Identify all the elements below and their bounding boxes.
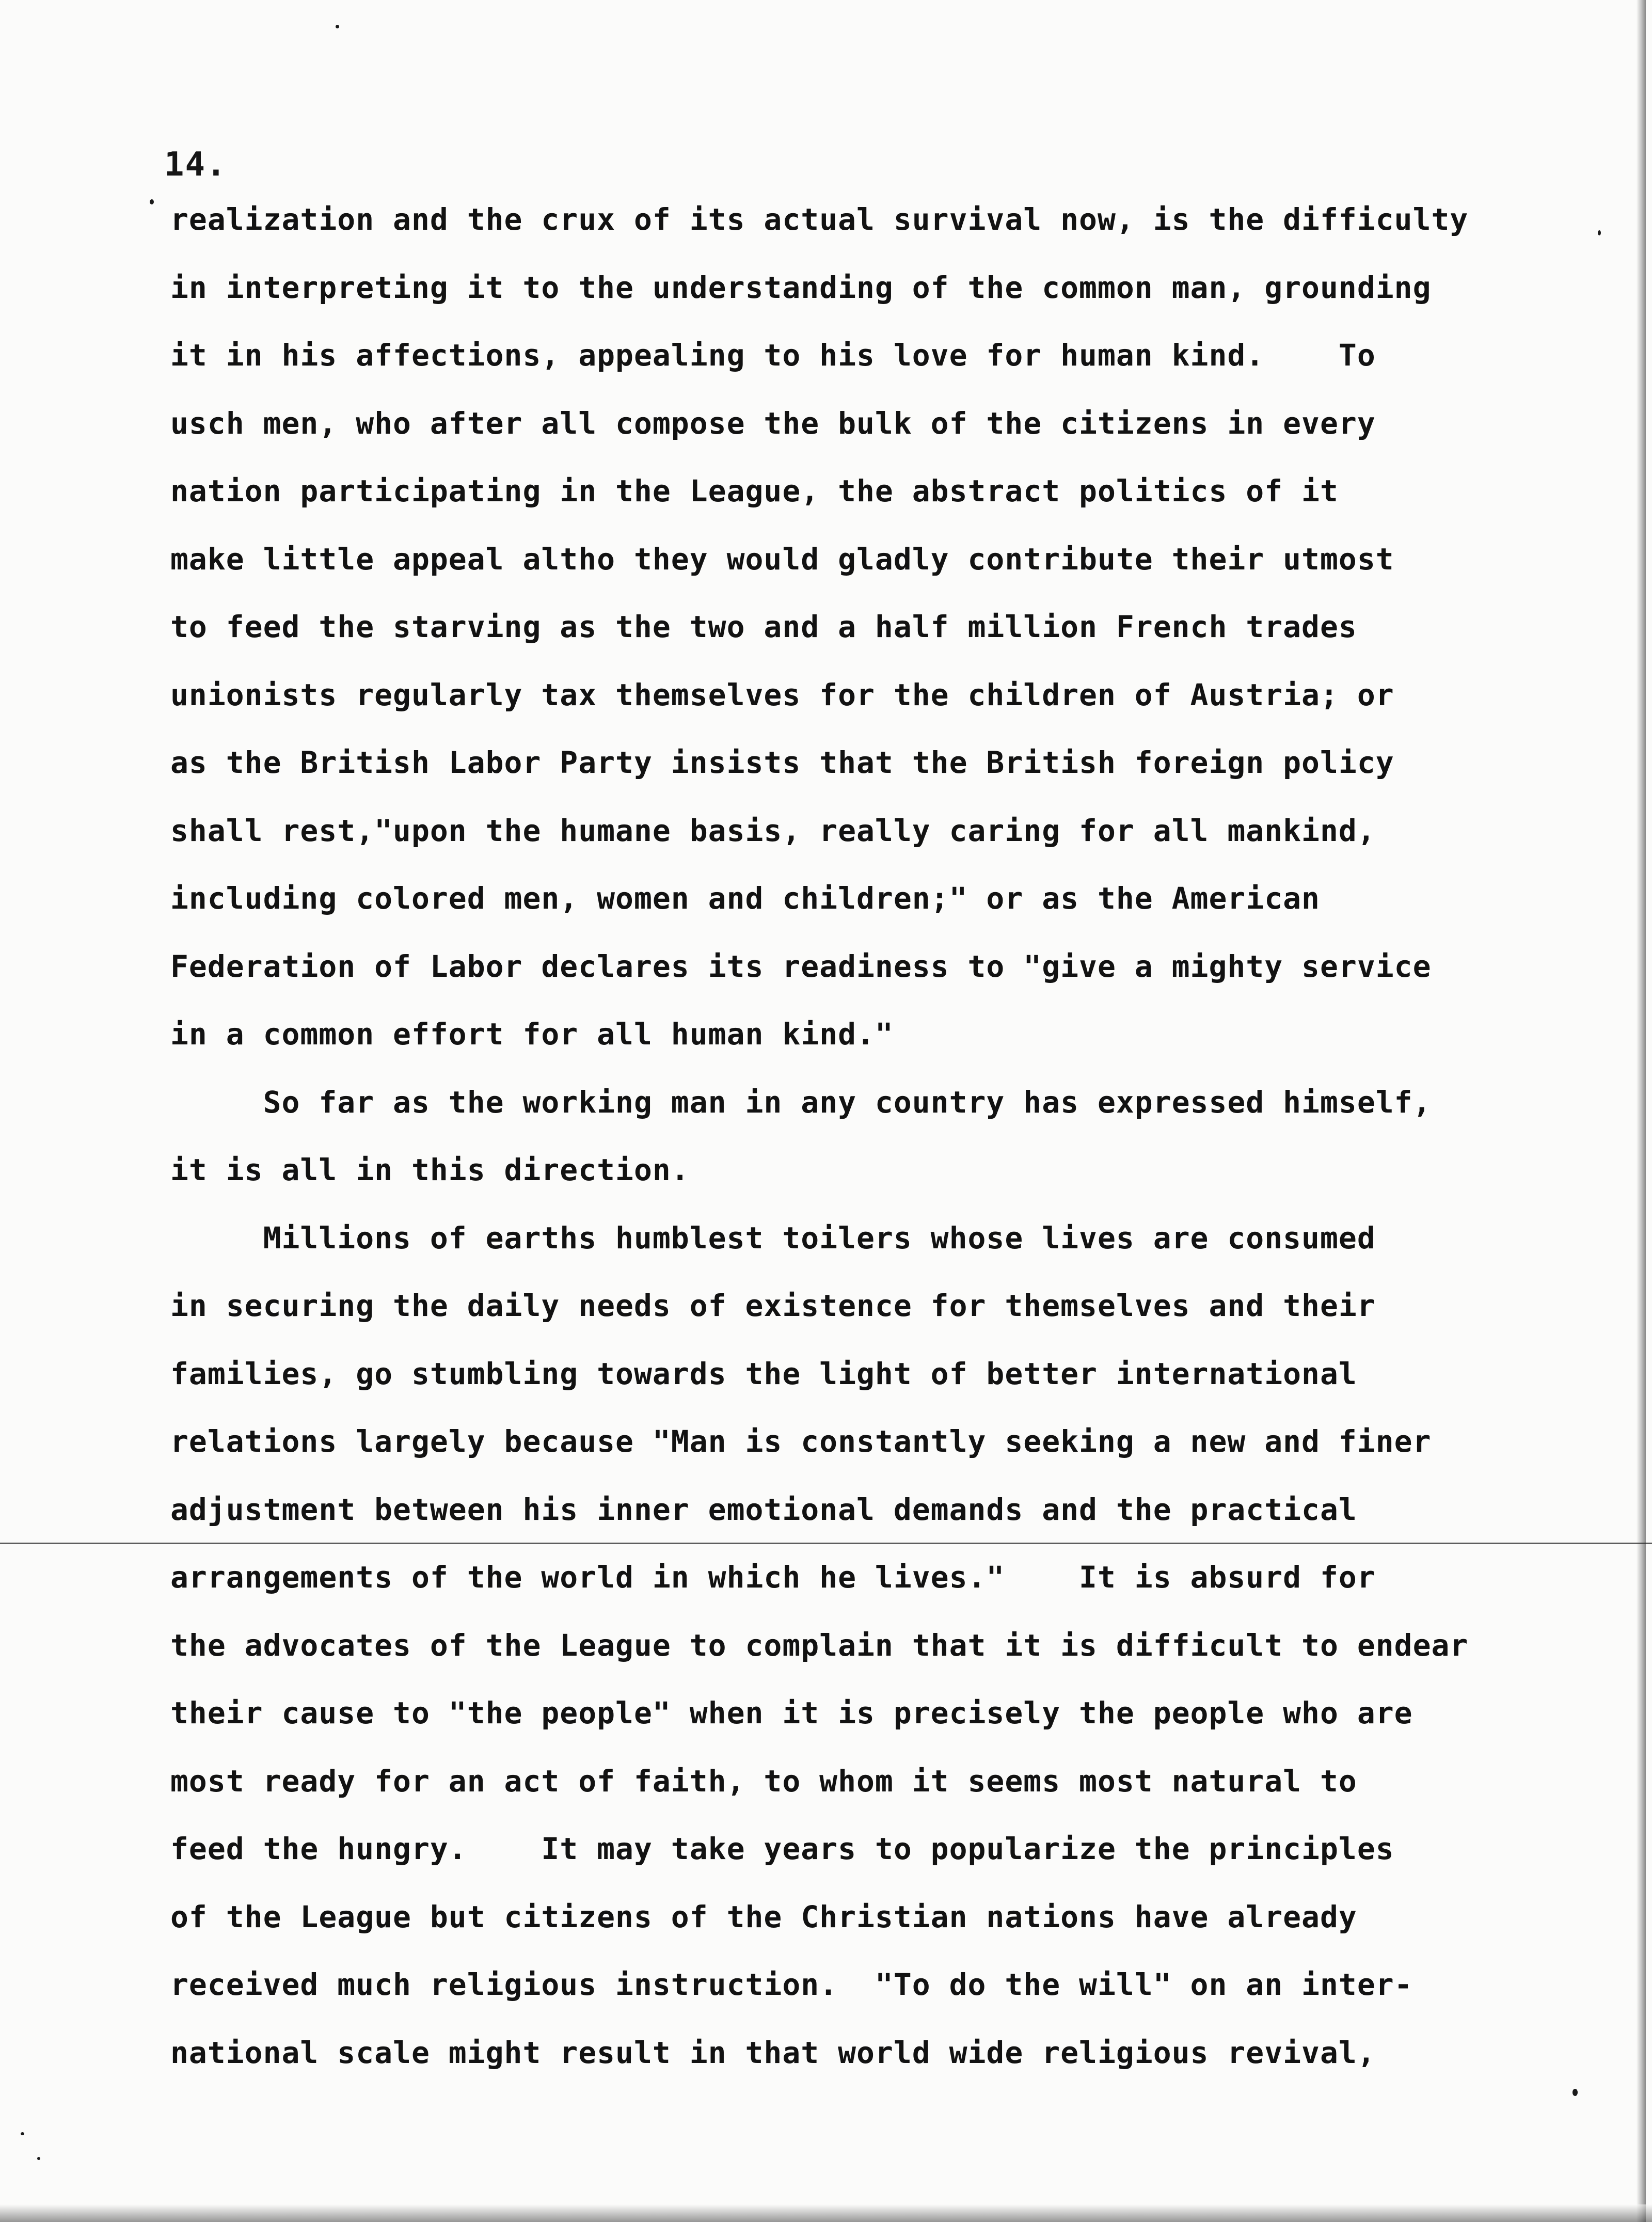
text-line: realization and the crux of its actual survival now, is the difficulty bbox=[170, 202, 1469, 237]
text-line: shall rest,"upon the humane basis, really caring for all mankind, bbox=[170, 813, 1376, 848]
page-edge-shadow bbox=[1637, 0, 1646, 2222]
text-line: arrangements of the world in which he lives." It is absurd for bbox=[170, 1560, 1376, 1595]
text-line: national scale might result in that world wide religious revival, bbox=[170, 2035, 1376, 2070]
page-number: 14. bbox=[164, 146, 227, 184]
text-line: it in his affections, appealing to his love for human kind. To bbox=[170, 338, 1376, 373]
text-line: feed the hungry. It may take years to popularize the principles bbox=[170, 1831, 1394, 1866]
ink-speck bbox=[37, 2157, 40, 2160]
text-line: their cause to "the people" when it is precisely the people who are bbox=[170, 1695, 1413, 1731]
ink-speck bbox=[150, 199, 154, 204]
text-line: families, go stumbling towards the light of better international bbox=[170, 1356, 1357, 1391]
text-line: nation participating in the League, the abstract politics of it bbox=[170, 473, 1339, 509]
text-line: relations largely because "Man is constantly seeking a new and finer bbox=[170, 1424, 1432, 1459]
text-line: in interpreting it to the understanding of the common man, grounding bbox=[170, 269, 1432, 305]
text-line: make little appeal altho they would gladly contribute their utmost bbox=[170, 541, 1394, 577]
text-line: adjustment between his inner emotional demands and the practical bbox=[170, 1491, 1357, 1527]
text-line: in a common effort for all human kind." bbox=[170, 1017, 894, 1052]
text-line: it is all in this direction. bbox=[170, 1152, 690, 1187]
text-line: the advocates of the League to complain that it is difficult to endear bbox=[170, 1627, 1469, 1663]
text-line: So far as the working man in any country has expressed himself, bbox=[170, 1084, 1432, 1120]
text-line: unionists regularly tax themselves for the children of Austria; or bbox=[170, 677, 1394, 712]
text-line: of the League but citizens of the Christian nations have already bbox=[170, 1899, 1357, 1934]
text-line: in securing the daily needs of existence for themselves and their bbox=[170, 1288, 1376, 1323]
ink-speck bbox=[1598, 230, 1601, 235]
document-body bbox=[170, 186, 1585, 2087]
text-line: including colored men, women and children;" or as the American bbox=[170, 881, 1320, 916]
text-line: most ready for an act of faith, to whom it seems most natural to bbox=[170, 1763, 1357, 1799]
page-bottom-shadow bbox=[0, 2204, 1652, 2222]
ink-speck bbox=[336, 25, 339, 28]
text-line: Millions of earths humblest toilers whose lives are consumed bbox=[170, 1220, 1376, 1256]
text-line: Federation of Labor declares its readiness to "give a mighty service bbox=[170, 948, 1432, 984]
text-line: as the British Labor Party insists that the British foreign policy bbox=[170, 745, 1394, 780]
text-line: to feed the starving as the two and a half million French trades bbox=[170, 609, 1357, 644]
ink-speck bbox=[21, 2132, 24, 2135]
text-line: usch men, who after all compose the bulk of the citizens in every bbox=[170, 405, 1376, 441]
text-line: received much religious instruction. "To do the will" on an inter- bbox=[170, 1967, 1413, 2002]
ink-speck bbox=[1572, 2089, 1578, 2096]
